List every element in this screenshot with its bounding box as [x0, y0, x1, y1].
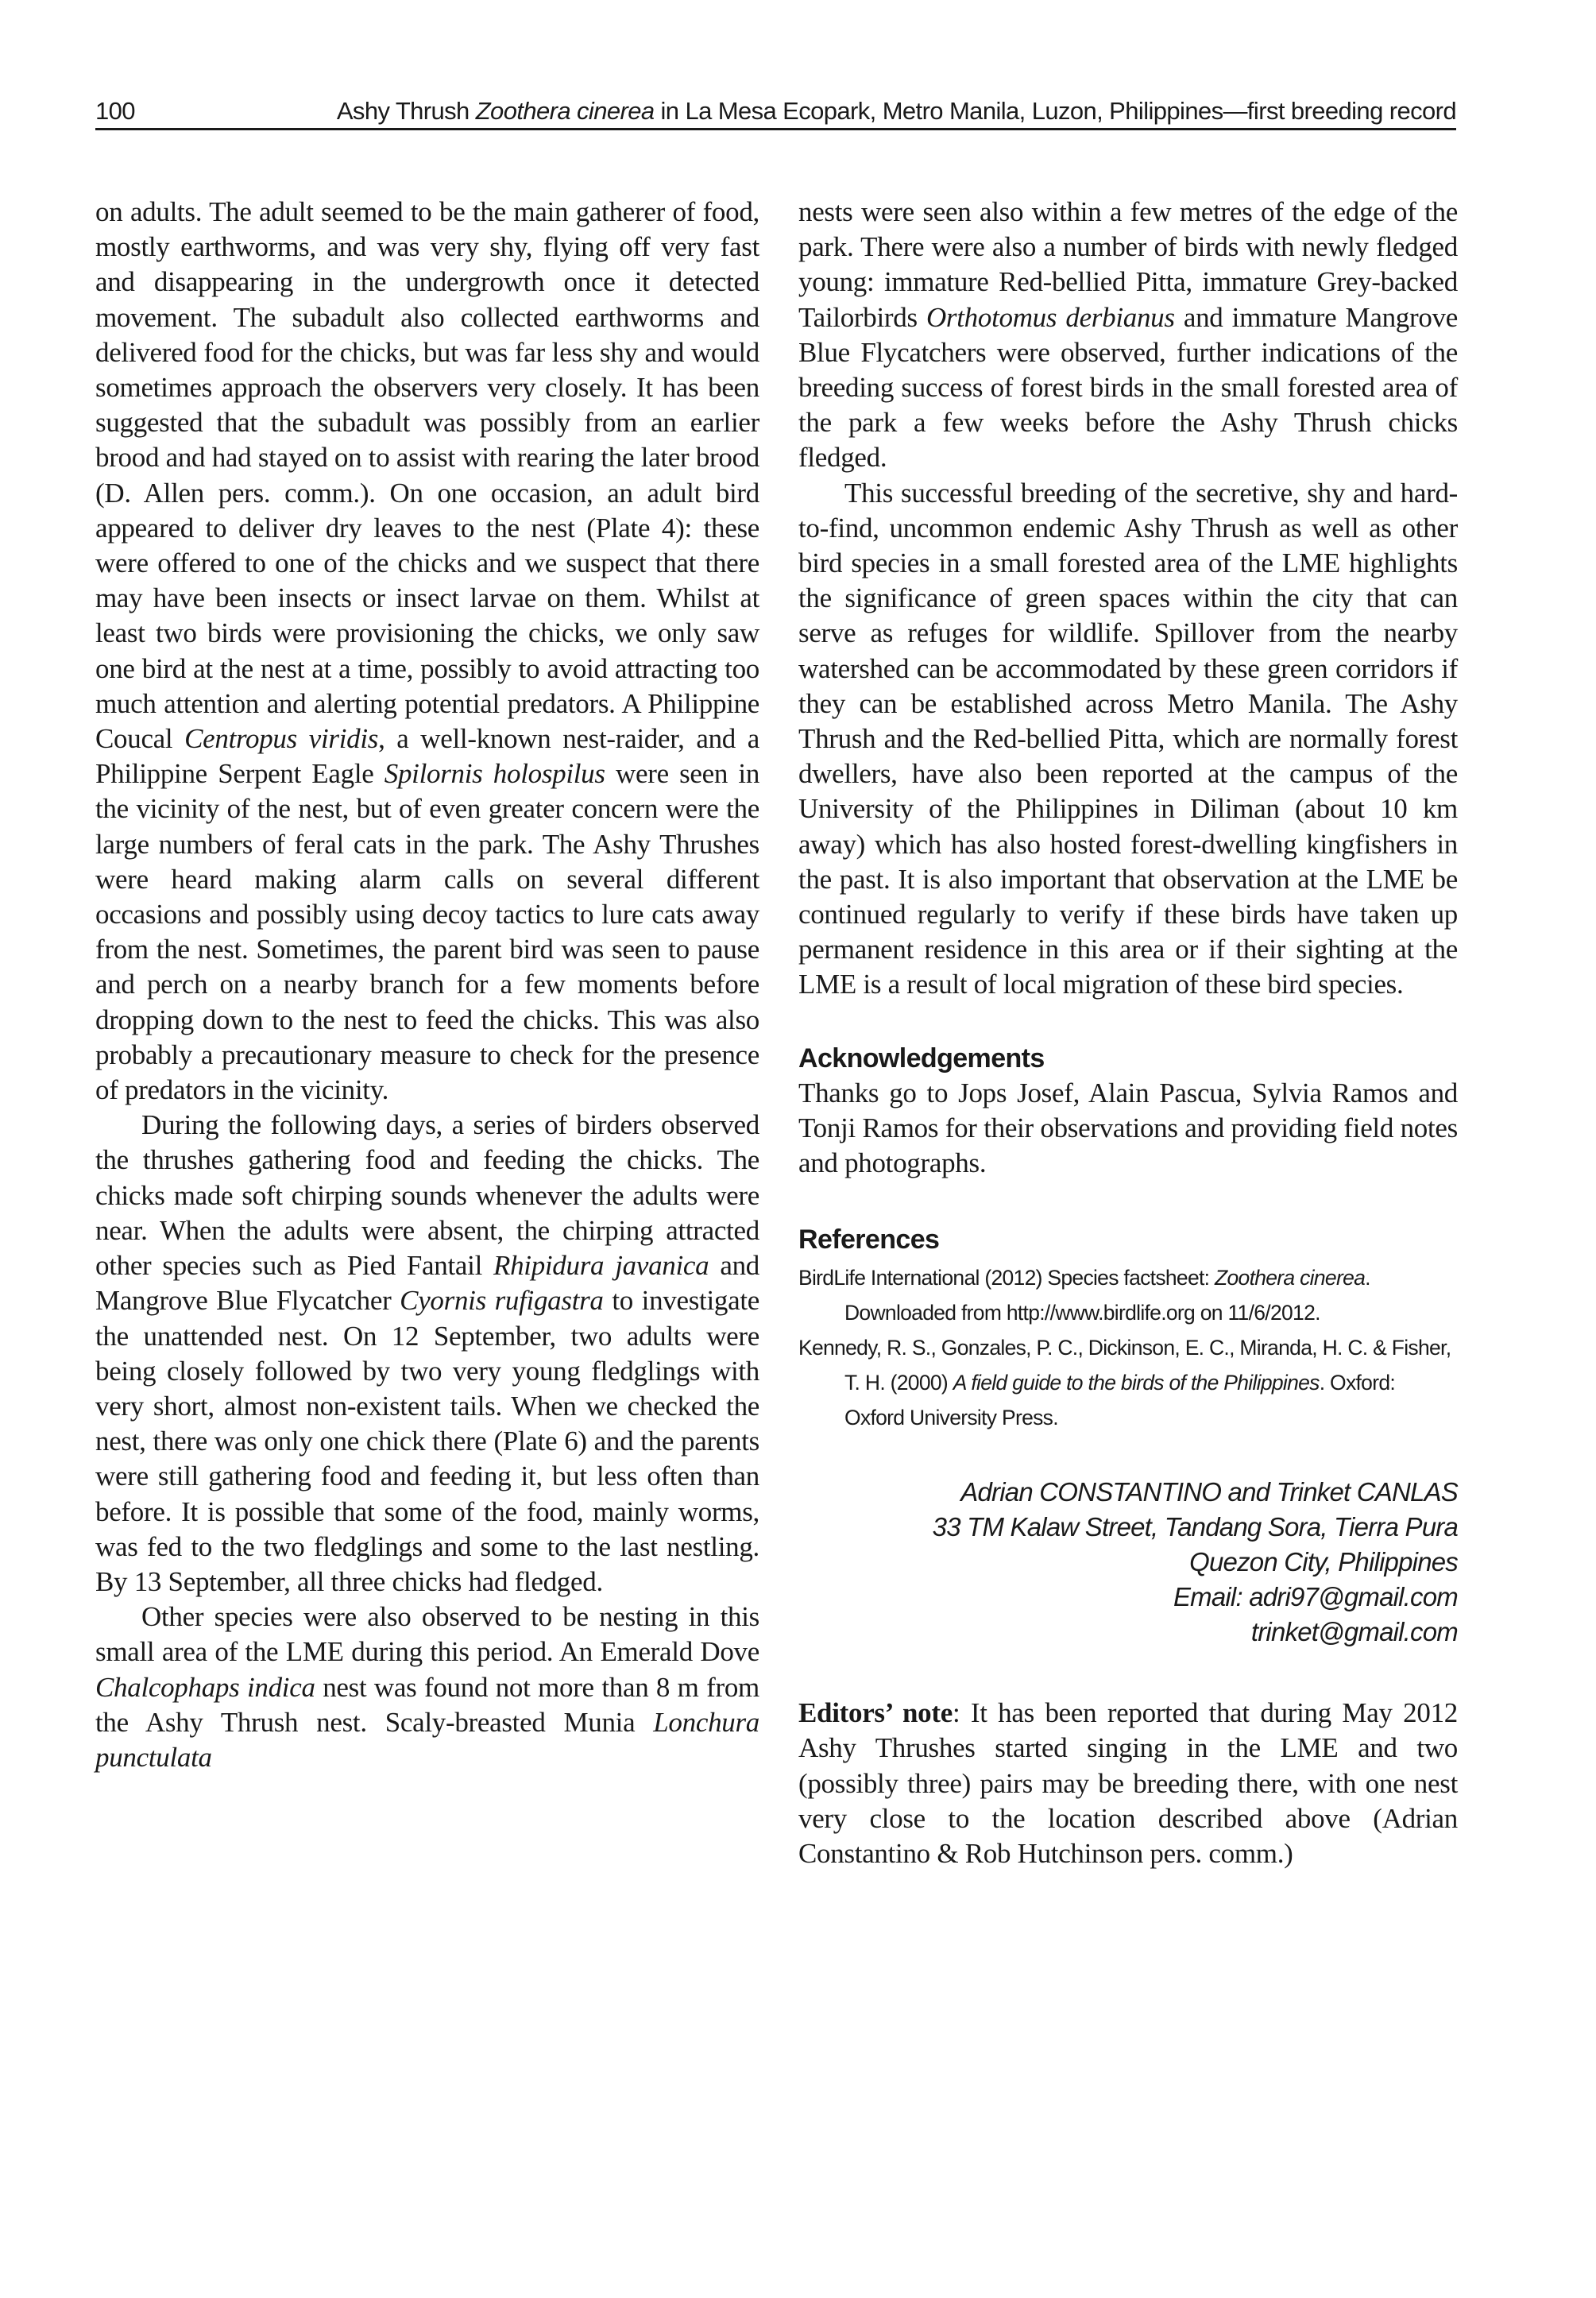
left-column — [95, 195, 759, 1775]
text-run: and Mangrove Blue Flycatcher — [95, 1250, 759, 1317]
running-header — [95, 86, 1456, 126]
editors-note — [798, 1696, 1458, 1871]
reference-item — [798, 1330, 1458, 1435]
acknowledgements-text: Thanks go to Jops Josef, Alain Pascua, Sylvia Ramos and Tonji Ramos for their observations and providing field notes and photographs. — [798, 1077, 1458, 1179]
body-paragraph — [95, 1600, 759, 1775]
text-run: , a well-known nest-raider, and a Philippine Serpent Eagle — [95, 723, 759, 790]
references-heading: References — [798, 1224, 940, 1255]
species-name: Cyornis rufigastra — [400, 1285, 604, 1317]
editors-note-label: Editors’ note — [798, 1697, 953, 1729]
reference-list — [798, 1260, 1458, 1435]
text-run: nests were seen also within a few metres of the edge of the park. There were also a number of birds with newly fledged young: immature Red-bellied Pitta, immature Grey-backed Tailorbirds — [798, 196, 1458, 333]
right-column — [798, 195, 1458, 1871]
species-name: Lonchura punctulata — [95, 1706, 759, 1773]
body-paragraph — [95, 1108, 759, 1600]
reference-text: Kennedy, R. S., Gonzales, P. C., Dickinson, E. C., Miranda, H. C. & Fisher, T. H. (2000) — [798, 1336, 1451, 1395]
reference-title: A field guide to the birds of the Philippines — [953, 1371, 1320, 1395]
species-name: Spilornis holospilus — [384, 758, 605, 790]
author-address-line: 33 TM Kalaw Street, Tandang Sora, Tierra Pura — [932, 1512, 1458, 1542]
reference-text: BirdLife International (2012) Species factsheet: — [798, 1266, 1215, 1290]
text-run: on adults. The adult seemed to be the main gatherer of food, mostly earthworms, and was very shy, flying off very fast and disappearing in the undergrowth once it detected movement. The subadult also collected earthworms and delivered food for the chicks, but was far less shy and would sometimes approach the observers very closely. It has been suggested that the subadult was possibly from an earlier brood and had stayed on to assist with rearing the later brood (D. Allen pers. comm.). On one occasion, an adult bird appeared to deliver dry leaves to the nest (Plate 4): these were offered to one of the chicks and we suspect that there may have been insects or insect larvae on them. Whilst at least two birds were provisioning the chicks, we only saw one bird at the nest at a time, possibly to avoid attracting too much attention and alerting potential predators. A Philippine Coucal — [95, 196, 759, 755]
reference-item — [798, 1260, 1458, 1330]
text-run: During the following days, a series of birders observed the thrushes gathering food and feeding the chicks. The chicks made soft chirping sounds whenever the adults were near. When the adults were absent, the chirping attracted other species such as Pied Fantail — [95, 1109, 759, 1282]
species-name: Chalcophaps indica — [95, 1671, 315, 1703]
species-name: Rhipidura javanica — [493, 1250, 709, 1282]
running-title-pre: Ashy Thrush — [336, 97, 476, 125]
running-title-species: Zoothera cinerea — [475, 97, 655, 125]
editors-note-text: : It has been reported that during May 2012 Ashy Thrushes started singing in the LME and two (possibly three) pairs may be breeding there, with one nest very close to the location described above (Adrian Constantino & Rob Hutchinson pers. comm.) — [798, 1697, 1458, 1870]
author-address-line: Quezon City, Philippines — [1189, 1547, 1458, 1577]
body-paragraph: This successful breeding of the secretive, shy and hard-to-find, uncommon endemic Ashy Thrush as well as other bird species in a small forested area of the LME highlights the significance of green spaces within the city that can serve as refuges for wildlife. Spillover from the nearby watershed can be accommodated by these green corridors if they can be established across Metro Manila. The Ashy Thrush and the Red-bellied Pitta, which are normally forest dwellers, have also been reported at the campus of the University of the Philippines in Diliman (about 10 km away) which has also hosted forest-dwelling kingfishers in the past. It is also important that observation at the LME be continued regularly to verify if these birds have taken up permanent residence in this area or if their sighting at the LME is a result of local migration of these bird species. — [798, 477, 1458, 1000]
page-number: 100 — [95, 97, 135, 125]
text-run: to investigate the unattended nest. On 12 September, two adults were being closely followed by two very young fledglings with very short, almost non-existent tails. When we checked the nest, there was only one chick there (Plate 6) and the parents were still gathering food and feeding it, but less often than before. It is possible that some of the food, mainly worms, was fed to the two fledglings and some to the last nestling. By 13 September, all three chicks had fledged. — [95, 1285, 759, 1597]
reference-text: . Oxford: Oxford University Press. — [844, 1371, 1396, 1430]
body-paragraph — [95, 195, 759, 1108]
reference-title: Zoothera cinerea — [1215, 1266, 1366, 1290]
author-block — [798, 1475, 1458, 1650]
body-paragraph — [798, 195, 1458, 476]
acknowledgements-heading: Acknowledgements — [798, 1043, 1045, 1074]
running-title — [337, 97, 1456, 126]
header-rule — [95, 128, 1456, 130]
reference-text: . Downloaded from http://www.birdlife.org on 11/6/2012. — [844, 1266, 1370, 1325]
author-email: trinket@gmail.com — [1250, 1617, 1458, 1647]
text-run: nest was found not more than 8 m from the Ashy Thrush nest. Scaly-breasted Munia — [95, 1671, 759, 1738]
author-email: Email: adri97@gmail.com — [1173, 1582, 1458, 1612]
text-run: were seen in the vicinity of the nest, but of even greater concern were the large numbers of feral cats in the park. The Ashy Thrushes were heard making alarm calls on several different occasions and possibly using decoy tactics to lure cats away from the nest. Sometimes, the parent bird was seen to pause and perch on a nearby branch for a few moments before dropping down to the nest to feed the chicks. This was also probably a precautionary measure to check for the presence of predators in the vicinity. — [95, 758, 760, 1106]
text-run: and immature Mangrove Blue Flycatchers were observed, further indications of the breeding success of forest birds in the small forested area of the park a few weeks before the Ashy Thrush chicks fledged. — [798, 301, 1458, 474]
species-name: Centropus viridis — [184, 723, 379, 755]
author-names: Adrian CONSTANTINO and Trinket CANLAS — [960, 1477, 1458, 1507]
species-name: Orthotomus derbianus — [926, 301, 1175, 333]
running-title-post: in La Mesa Ecopark, Metro Manila, Luzon, Philippines—first breeding record — [654, 97, 1456, 125]
text-run: Other species were also observed to be nesting in this small area of the LME during this period. An Emerald Dove — [95, 1601, 759, 1668]
